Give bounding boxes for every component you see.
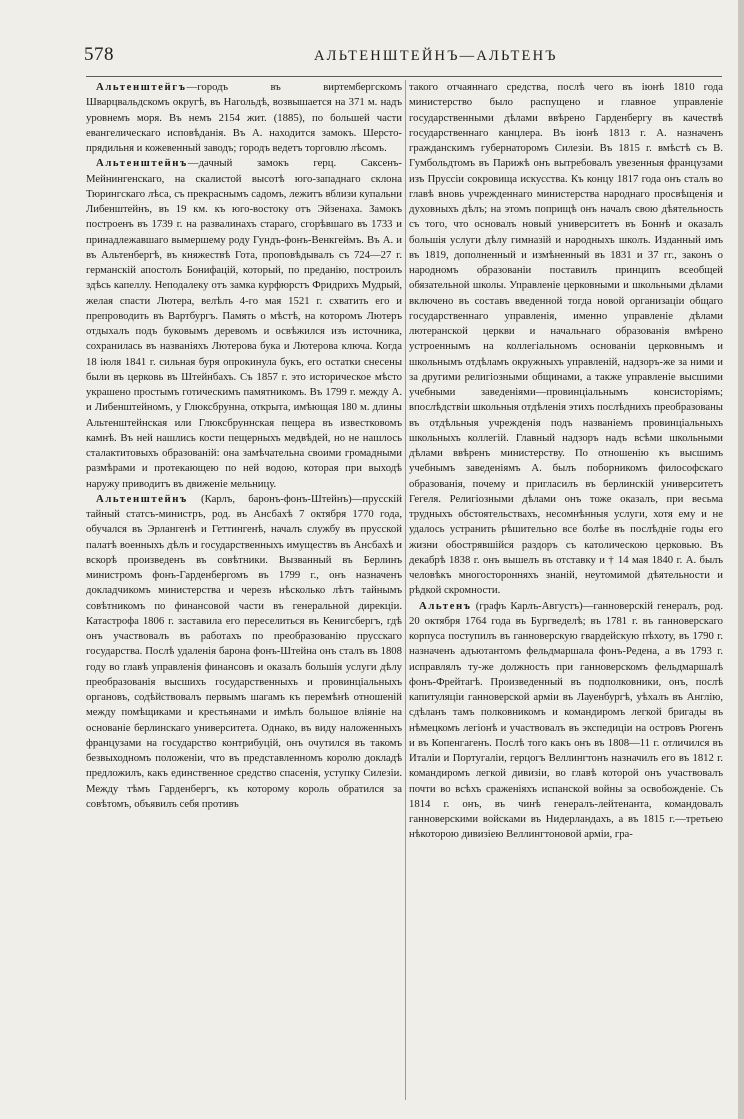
page-edge bbox=[738, 0, 744, 1119]
column-divider bbox=[405, 80, 406, 1100]
entry-headword: Альтенштейнъ bbox=[96, 157, 188, 170]
article-entry bbox=[86, 80, 402, 156]
left-column bbox=[86, 80, 402, 812]
page-number: 578 bbox=[84, 44, 114, 65]
entry-text: (Карлъ, баронъ-фонъ-Штейнъ)—прусскій тайный статсъ-министръ, род. въ Ансбахѣ 7 октября 1770 года, обучался въ Эрлангенѣ и Геттингенѣ, началъ службу въ прусской палатѣ военныхъ дѣлъ и государственныхъ имуществъ въ Ансбахѣ и вскорѣ произведенъ въ совѣтники. Вызванный въ Берлинъ министромъ фонъ-Гарденбергомъ въ 1799 г., онъ назначенъ докладчикомъ министерства и черезъ нѣсколько лѣтъ тайнымъ совѣтникомъ по финансовой части въ генеральной дирекціи. Катастрофа 1806 г. заставила его переселиться въ Кенигсбергъ, гдѣ онъ участвовалъ въ работахъ по преобразованію прусскаго государства. Послѣ удаленія барона фонъ-Штейна онъ сталъ въ 1808 году во главѣ управленія финансовъ и оказалъ большія услуги дѣлу преобразованія высшихъ государственныхъ и провинціальныхъ органовъ, содѣйствовалъ первымъ шагамъ къ перемѣнѣ отношеній между помѣщиками и крестьянами и имѣлъ большое вліяніе на основаніе берлинскаго университета. Однако, въ виду наложенныхъ французами на государство контрибуцій, онъ очутился въ такомъ безвыходномъ положеніи, что въ представленномъ королю докладѣ предложилъ, какъ единственное средство спасенія, уступку Силезіи. Между тѣмъ Гарденбергъ, къ которому король обратился за совѣтомъ, объявилъ себя противъ bbox=[86, 492, 402, 810]
entry-text: такого отчаяннаго средства, послѣ чего въ іюнѣ 1810 года министерство было распущено и главное управленіе государственными дѣлами ввѣрено Гарденбергу въ качествѣ государственнаго канцлера. Въ іюнѣ 1813 г. А. назначенъ гражданскимъ губернаторомъ Силезіи. Въ 1815 г. вмѣстѣ съ В. Гумбольдтомъ въ Парижѣ онъ вытребовалъ увезенныя французами изъ Пруссіи сокровища искусства. Къ концу 1817 года онъ сталъ во главѣ вновь учрежденнаго министерства народнаго просвѣщенія и духовныхъ дѣлъ; на этомъ поприщѣ онъ началъ свою дѣятельность съ того, что основалъ новый университетъ въ Боннѣ и оказалъ большія услуги дѣлу гимназій и народныхъ школъ. Изданный имъ въ 1819, дополненный и измѣненный въ 1831 и 37 гг., законъ о народномъ образованіи поставилъ принципъ всеобщей обязательной школы. Управленіе церковными и школьными дѣлами включено въ составъ введенной тогда новой организаціи общаго государственнаго управленія, именно управленіе дѣлами лютеранской церкви и начальнаго образованія вмѣрено устроеннымъ на коллегіальномъ основаніи церковнымъ и школьнымъ отдѣламъ окружныхъ управленій, надзоръ-же за ними и за другими религіозными общинами, а также управленіе высшими учебными заведеніями—провинціальнымъ консисторіямъ; впослѣдствіи школьныя отдѣленія этихъ послѣднихъ преобразованы въ отдѣльныя учрежденія подъ названіемъ провинціальныхъ школьныхъ коллегій. Главный надзоръ надъ всѣми школьными дѣлами ввѣренъ министерству. По отношенію къ высшимъ учебнымъ заведеніямъ А. былъ поборникомъ философскаго образованія, почему и пригласилъ въ берлинскій университетъ Гегеля. Религіозными дѣлами онъ тоже оказалъ, при весьма трудныхъ обстоятельствахъ, несомнѣнныя услуги, хотя ему и не удалось устранить рѣшительно все болѣе въ послѣдніе годы его жизни обострявшійся раздоръ съ католическою церковью. Въ декабрѣ 1838 г. онъ вышелъ въ отставку и † 14 мая 1840 г. А. былъ человѣкъ многосторонняхъ знаній, неутомимой дѣятельности и рѣдкой скромности. bbox=[409, 81, 723, 597]
entry-text: (графъ Карлъ-Августъ)—ганноверскій генералъ, род. 20 октября 1764 года въ Бургведелѣ; въ 1781 г. въ ганноверскаго корпуса поступилъ въ ганноверскую гвардейскую пѣхоту, въ 1790 г. назначенъ адъютантомъ фельдмаршала фонъ-Редена, а въ 1793 г. исправлялъ ту-же должность при ганноверскомъ фельдмаршалѣ фонъ-Фрейтагѣ. Произведенный въ подполковники, онъ, послѣ капитуляціи ганноверской арміи въ Лауенбургѣ, уѣхалъ въ Англію, сдѣланъ тамъ полковникомъ и командиромъ легкой бригады въ нѣмецкомъ легіонѣ и участвовалъ въ экспедиціи на островъ Рюгенъ и въ Копенгагенъ. Послѣ того какъ онъ въ 1808—11 г. отличился въ Италіи и Португаліи, герцогъ Веллингтонъ назначилъ его въ 1812 г. командиромъ легкой дивизіи, во главѣ которой онъ участвовалъ почти во всѣхъ сраженіяхъ испанской войны за освобожденіе. Съ 1814 г. онъ, въ чинѣ генералъ-лейтенанта, командовалъ ганноверскими войсками въ Нидерландахъ, а въ 1815 г.—третьею нѣкоторою дивизіею Веллингтоновой арміи, гра- bbox=[409, 599, 723, 841]
entry-text: —дачный замокъ герц. Саксенъ-Мейнингенскаго, на скалистой высотѣ юго-западнаго склона Тюрингскаго лѣса, съ прекраснымъ садомъ, лежитъ вблизи купальни Либенштейнъ, въ 19 км. къ юго-востоку отъ Эйзенаха. Замокъ построенъ въ 1739 г. на развалинахъ стараго, сгорѣвшаго въ 1733 и принадлежавшаго вымершему роду Гундъ-фонъ-Венкгеймъ. Въ А. и въ Альтенбергѣ, въ княжествѣ Гота, проповѣдывалъ съ 724—27 г. германскій апостолъ Бонифацій, который, по преданію, построилъ здѣсь капеллу. Неподалеку отъ замка курфюрстъ Фридрихъ Мудрый, желая спасти Лютера, велѣлъ 4-го мая 1521 г. схватить его и препроводить въ Вартбургъ. Память о мѣстѣ, на которомъ Лютеръ отдыхалъ подъ буковымъ деревомъ и освѣжился изъ источника, сохранилась въ названіяхъ Лютерова бука и Лютерова ключа. Когда 18 іюля 1841 г. сильная буря опрокинула букъ, его остатки снесены были въ церковь въ Штейнбахъ. Съ 1857 г. это историческое мѣсто украшено простымъ готическимъ памятникомъ. Въ 1799 г. между А. и Либенштейномъ, у Глюксбрунна, открыта, имѣющая 180 м. длины Альтенштейнская или Глюксбруннская пещера въ известковомъ камнѣ. Въ ней нашлись кости пещерныхъ медвѣдей, но не нашлось сталактитовыхъ образованій: она замѣчательна своими громадными размѣрами и протекающею по ней водою, которая при выходѣ наружу приводитъ въ движеніе мельницу. bbox=[86, 157, 402, 490]
article-entry bbox=[86, 492, 402, 812]
entry-headword: Альтенъ bbox=[419, 599, 472, 612]
header-rule bbox=[86, 76, 722, 77]
entry-text: —городъ въ виртембергскомъ Шварцвальдскомъ округѣ, въ Нагольдѣ, возвышается на 371 м. надъ уровнемъ моря. Въ немъ 2154 жит. (1885), по большей части евангелическаго исповѣданія. Въ А. находится замокъ. Шерсто-прядильня и кожевенный заводъ; городъ ведетъ торговлю лѣсомъ. bbox=[86, 81, 402, 154]
right-column bbox=[409, 80, 723, 843]
running-head: АЛЬТЕНШТЕЙНЪ—АЛЬТЕНЪ bbox=[314, 48, 558, 64]
article-continuation bbox=[409, 80, 723, 599]
page-header bbox=[84, 44, 722, 70]
article-entry bbox=[409, 599, 723, 843]
entry-headword: Альтенштейгъ bbox=[96, 81, 187, 93]
article-entry bbox=[86, 156, 402, 492]
entry-headword: Альтенштейнъ bbox=[96, 492, 188, 505]
